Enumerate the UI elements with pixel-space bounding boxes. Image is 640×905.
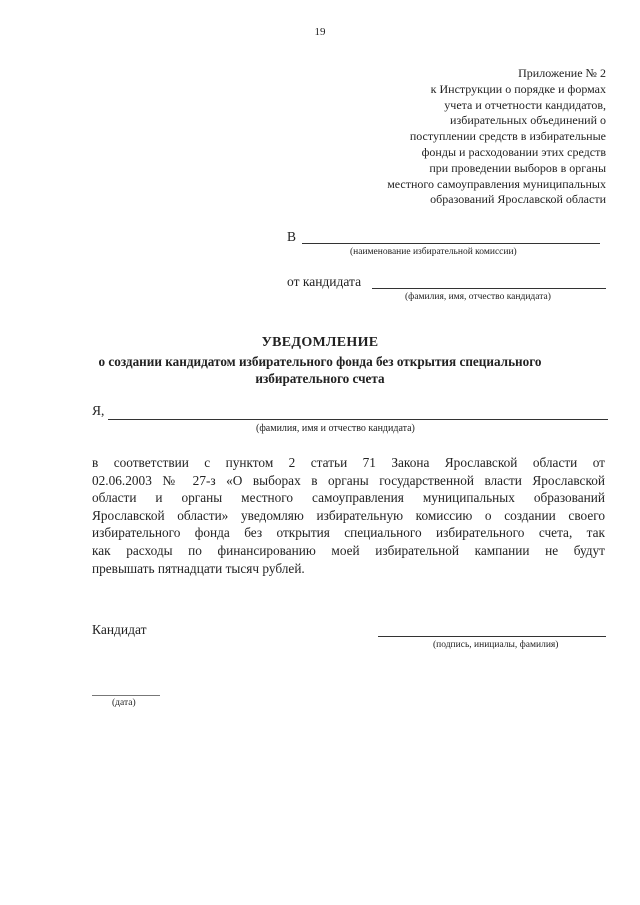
declarant-field-line[interactable] — [108, 419, 608, 420]
notification-body — [92, 454, 605, 577]
appendix-header — [276, 66, 606, 208]
appendix-line: образований Ярославской области — [430, 192, 606, 207]
appendix-line: к Инструкции о порядке и формах — [430, 81, 606, 96]
declarant-caption: (фамилия, имя и отчество кандидата) — [256, 423, 415, 434]
subtitle-line: о создании кандидатом избирательного фонда без открытия специального — [98, 354, 542, 369]
subtitle-line: избирательного счета — [255, 371, 385, 386]
body-line: в соответствии с пунктом 2 статьи 71 Закона Ярославской области от — [92, 455, 605, 470]
body-line: 02.06.2003 № 27-з «О выборах в органы государственной власти Ярославской — [92, 472, 605, 488]
commission-caption: (наименование избирательной комиссии) — [350, 247, 517, 257]
body-line: избирательного фонда без открытия специального избирательного счета, так — [92, 525, 605, 541]
body-line: Ярославской области» уведомляю избирательную комиссию о создании своего — [92, 507, 605, 523]
from-candidate-field-line[interactable] — [372, 288, 606, 289]
appendix-line: фонды и расходовании этих средств — [421, 144, 606, 159]
body-line: области и органы местного самоуправления муниципальных образований — [92, 490, 605, 506]
date-caption: (дата) — [112, 698, 136, 708]
appendix-line: Приложение № 2 — [518, 66, 606, 80]
body-line: превышать пятнадцати тысяч рублей. — [92, 560, 305, 576]
appendix-line: учета и отчетности кандидатов, — [444, 97, 606, 112]
body-line: как расходы по финансированию моей избирательной кампании не будут — [92, 542, 605, 558]
document-subtitle — [0, 353, 640, 387]
commission-field-line[interactable] — [302, 243, 600, 244]
appendix-line: поступлении средств в избирательные — [409, 129, 606, 144]
signature-field-line[interactable] — [378, 636, 606, 637]
appendix-line: избирательных объединений о — [450, 113, 606, 128]
date-field-line[interactable] — [92, 695, 160, 696]
document-title: УВЕДОМЛЕНИЕ — [261, 335, 379, 350]
signature-caption: (подпись, инициалы, фамилия) — [433, 640, 559, 650]
declarant-label: Я, — [92, 403, 105, 418]
signature-label: Кандидат — [92, 622, 147, 637]
appendix-line: при проведении выборов в органы — [429, 160, 606, 175]
from-candidate-label: от кандидата — [287, 274, 362, 289]
page-number: 19 — [314, 26, 326, 38]
appendix-line: местного самоуправления муниципальных — [387, 176, 606, 191]
from-candidate-caption: (фамилия, имя, отчество кандидата) — [405, 292, 551, 302]
commission-label: В — [287, 229, 297, 244]
